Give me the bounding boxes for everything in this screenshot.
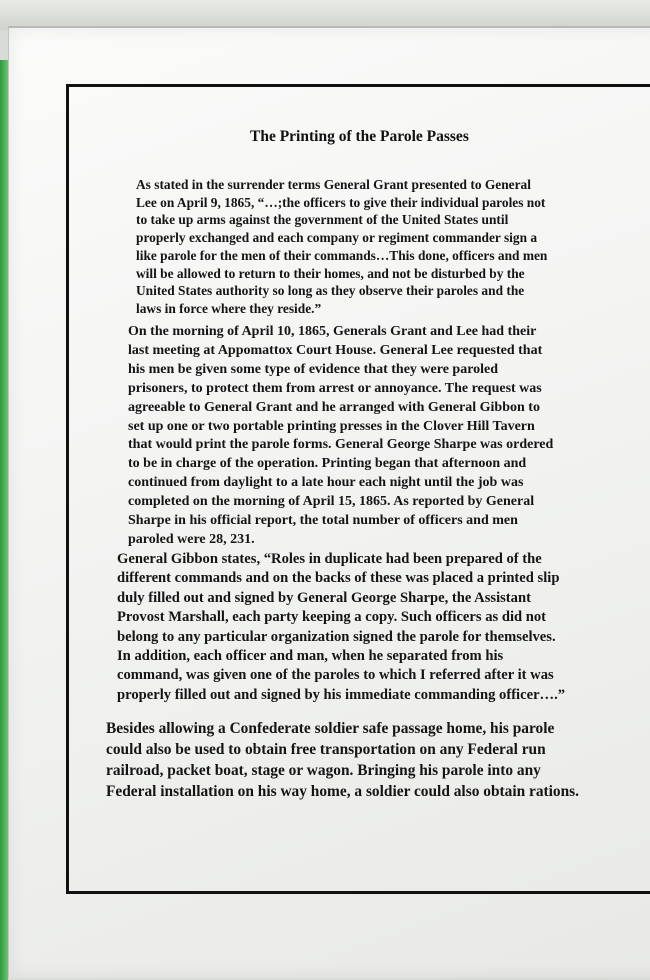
text-line: command, was given one of the paroles to which I referred after it was [117, 667, 554, 684]
paragraph-gibbon-statement [117, 550, 565, 705]
text-line: On the morning of April 10, 1865, Generals Grant and Lee had their [128, 324, 537, 339]
text-line: In addition, each officer and man, when he separated from his [117, 648, 504, 665]
text-line: paroled were 28, 231. [128, 531, 255, 547]
text-line: his men be given some type of evidence that they were paroled [128, 361, 499, 377]
text-line: last meeting at Appomattox Court House. General Lee requested that [128, 342, 543, 358]
text-line: Federal installation on his way home, a soldier could also obtain rations. [106, 783, 580, 800]
text-line: that would print the parole forms. General George Sharpe was ordered [128, 437, 554, 453]
text-line: different commands and on the backs of these was placed a printed slip [117, 570, 560, 587]
text-line: to take up arms against the government of the United States until [136, 212, 509, 228]
paragraph-surrender-terms [136, 176, 547, 318]
green-wall-edge [0, 60, 8, 980]
text-line: laws in force where they reside.” [136, 300, 322, 316]
document-title: The Printing of the Parole Passes [250, 128, 469, 145]
text-line: duly filled out and signed by General George Sharpe, the Assistant [117, 589, 531, 606]
text-line: like parole for the men of their commands…This done, officers and men [136, 247, 548, 263]
text-line: continued from daylight to a late hour each night until the job was [128, 475, 524, 491]
text-line: could also be used to obtain free transportation on any Federal run [106, 741, 546, 758]
paragraph-april-10-meeting [128, 323, 553, 550]
text-line: prisoners, to protect them from arrest or annoyance. The request was [128, 380, 542, 396]
text-line: to be in charge of the operation. Printing began that afternoon and [128, 456, 527, 472]
text-line: properly exchanged and each company or regiment commander sign a [136, 230, 538, 246]
text-line: United States authority so long as they observe their paroles and the [136, 283, 525, 299]
text-line: Provost Marshall, each party keeping a copy. Such officers as did not [117, 609, 547, 626]
text-line: set up one or two portable printing presses in the Clover Hill Tavern [128, 418, 535, 434]
text-line: Lee on April 9, 1865, “…;the officers to give their individual paroles not [136, 194, 546, 210]
text-line: Sharpe in his official report, the total number of officers and men [128, 513, 518, 529]
text-line: As stated in the surrender terms General Grant presented to General [136, 177, 531, 192]
text-line: General Gibbon states, “Roles in duplicate had been prepared of the [117, 551, 542, 567]
text-line: agreeable to General Grant and he arranged with General Gibbon to [128, 399, 540, 415]
text-line: will be allowed to return to their homes, and not be disturbed by the [136, 265, 525, 281]
text-line: completed on the morning of April 15, 1865. As reported by General [128, 494, 535, 510]
paragraph-parole-benefits [106, 718, 579, 802]
text-line: belong to any particular organization signed the parole for themselves. [117, 628, 556, 645]
text-line: Besides allowing a Confederate soldier safe passage home, his parole [106, 720, 555, 737]
text-line: properly filled out and signed by his immediate commanding officer….” [117, 686, 566, 703]
text-line: railroad, packet boat, stage or wagon. Bringing his parole into any [106, 762, 541, 779]
